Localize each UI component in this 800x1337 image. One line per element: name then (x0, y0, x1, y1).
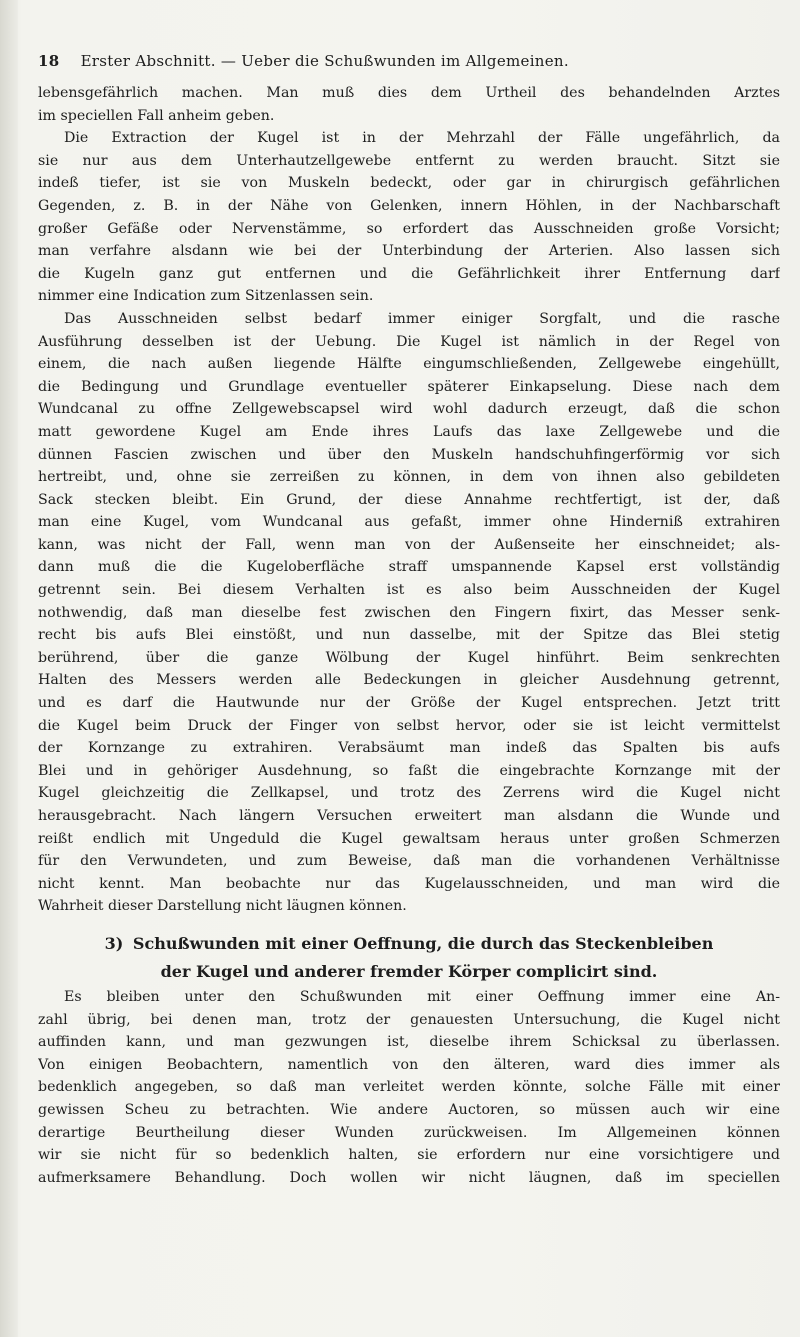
text-line: nicht kennt. Man beobachte nur das Kugelausschneiden, und man wird die (38, 875, 780, 892)
page-number: 18 (38, 52, 60, 70)
paragraph-3 (38, 308, 780, 918)
text-line: aufmerksamere Behandlung. Doch wollen wir nicht läugnen, daß im speciellen (38, 1169, 780, 1186)
running-header (38, 52, 778, 70)
text-line: dünnen Fascien zwischen und über den Muskeln handschuhfingerförmig vor sich (38, 446, 780, 463)
text-line: einem, die nach außen liegende Hälfte eingumschließenden, Zellgewebe eingehüllt, (38, 356, 780, 373)
text-line: dann muß die die Kugeloberfläche straff umspannende Kapsel erst vollständig (38, 559, 780, 576)
text-line: recht bis aufs Blei einstößt, und nun dasselbe, mit der Spitze das Blei stetig (38, 627, 780, 644)
text-line: indeß tiefer, ist sie von Muskeln bedeckt, oder gar in chirurgisch gefährlichen (38, 175, 780, 192)
text-line: derartige Beurtheilung dieser Wunden zurückweisen. Im Allgemeinen können (38, 1124, 780, 1141)
text-line: Gegenden, z. B. in der Nähe von Gelenken, innern Höhlen, in der Nachbarschaft (38, 197, 780, 214)
text-line: matt gewordene Kugel am Ende ihres Laufs das laxe Zellgewebe und die (38, 423, 780, 440)
text-line: die Kugeln ganz gut entfernen und die Gefährlichkeit ihrer Entfernung darf (38, 265, 780, 282)
text-line: lebensgefährlich machen. Man muß dies dem Urtheil des behandelnden Arztes (38, 85, 780, 101)
text-line: Ausführung desselben ist der Uebung. Die Kugel ist nämlich in der Regel von (38, 333, 780, 350)
text-line: kann, was nicht der Fall, wenn man von der Außenseite her einschneidet; als- (38, 536, 780, 553)
section-heading (38, 932, 780, 984)
text-line: Wundcanal zu offne Zellgewebscapsel wird wohl dadurch erzeugt, daß die schon (38, 401, 780, 418)
text-line: Wahrheit dieser Darstellung nicht läugnen können. (38, 898, 407, 915)
section-number: 3) (104, 933, 124, 953)
section-title-part-1: Schußwunden mit einer Oeffnung, die durch das Steckenbleiben (132, 933, 714, 953)
text-line: großer Gefäße oder Nervenstämme, so erfordert das Ausschneiden große Vorsicht; (38, 220, 780, 237)
text-line: herausgebracht. Nach längern Versuchen erweitert man alsdann die Wunde und (38, 808, 780, 824)
text-line: und es darf die Hautwunde nur der Größe der Kugel entsprechen. Jetzt tritt (38, 695, 780, 712)
text-line: man eine Kugel, vom Wundcanal aus gefaßt, immer ohne Hinderniß extrahiren (38, 514, 780, 531)
text-line: getrennt sein. Bei diesem Verhalten ist es also beim Ausschneiden der Kugel (38, 582, 780, 599)
section-title-part-2: der Kugel und anderer fremder Körper complicirt sind. (160, 961, 658, 981)
text-line: zahl übrig, bei denen man, trotz der genauesten Untersuchung, die Kugel nicht (38, 1011, 780, 1028)
text-line: die Kugel beim Druck der Finger von selbst hervor, oder sie ist leicht vermittelst (38, 717, 780, 734)
page-gutter (0, 0, 18, 1337)
text-line: im speciellen Fall anheim geben. (38, 107, 275, 124)
text-line: Sack stecken bleibt. Ein Grund, der diese Annahme rechtfertigt, ist der, daß (38, 491, 780, 508)
section-heading-line-1 (38, 932, 780, 956)
text-line: Halten des Messers werden alle Bedeckungen in gleicher Ausdehnung getrennt, (38, 672, 780, 689)
text-line: wir sie nicht für so bedenklich halten, sie erfordern nur eine vorsichtigere und (38, 1147, 780, 1164)
text-line: Es bleiben unter den Schußwunden mit einer Oeffnung immer eine An- (64, 988, 780, 1005)
section-gap (38, 918, 780, 928)
text-line: Von einigen Beobachtern, namentlich von den älteren, ward dies immer als (38, 1056, 780, 1073)
text-line: Die Extraction der Kugel ist in der Mehrzahl der Fälle ungefährlich, da (64, 130, 780, 147)
text-line: für den Verwundeten, und zum Beweise, daß man die vorhandenen Verhältnisse (38, 853, 780, 870)
text-line: nothwendig, daß man dieselbe fest zwischen den Fingern fixirt, das Messer senk- (38, 604, 780, 621)
text-line: nimmer eine Indication zum Sitzenlassen sein. (38, 288, 374, 305)
text-line: der Kornzange zu extrahiren. Verabsäumt man indeß das Spalten bis aufs (38, 740, 780, 757)
text-line: man verfahre alsdann wie bei der Unterbindung der Arterien. Also lassen sich (38, 243, 780, 260)
text-line: hertreibt, und, ohne sie zerreißen zu können, in dem von ihnen also gebildeten (38, 469, 780, 486)
running-title: Erster Abschnitt. — Ueber die Schußwunden im Allgemeinen. (80, 52, 569, 70)
text-line: Das Ausschneiden selbst bedarf immer einiger Sorgfalt, und die rasche (64, 310, 780, 327)
text-line: sie nur aus dem Unterhautzellgewebe entfernt zu werden braucht. Sitzt sie (38, 152, 780, 169)
paragraph-1 (38, 82, 780, 127)
body-text (38, 82, 780, 1189)
text-line: reißt endlich mit Ungeduld die Kugel gewaltsam heraus unter großen Schmerzen (38, 830, 780, 847)
text-line: berührend, über die ganze Wölbung der Kugel hinführt. Beim senkrechten (38, 649, 780, 666)
paragraph-2 (38, 127, 780, 308)
text-line: Blei und in gehöriger Ausdehnung, so faßt die eingebrachte Kornzange mit der (38, 762, 780, 779)
paragraph-4 (38, 986, 780, 1189)
text-line: bedenklich angegeben, so daß man verleitet werden könnte, solche Fälle mit einer (38, 1079, 780, 1096)
text-line: gewissen Scheu zu betrachten. Wie andere Auctoren, so müssen auch wir eine (38, 1101, 780, 1118)
text-line: auffinden kann, und man gezwungen ist, dieselbe ihrem Schicksal zu überlassen. (38, 1034, 780, 1051)
text-line: Kugel gleichzeitig die Zellkapsel, und trotz des Zerrens wird die Kugel nicht (38, 785, 780, 802)
text-line: die Bedingung und Grundlage eventueller späterer Einkapselung. Diese nach dem (38, 378, 780, 395)
